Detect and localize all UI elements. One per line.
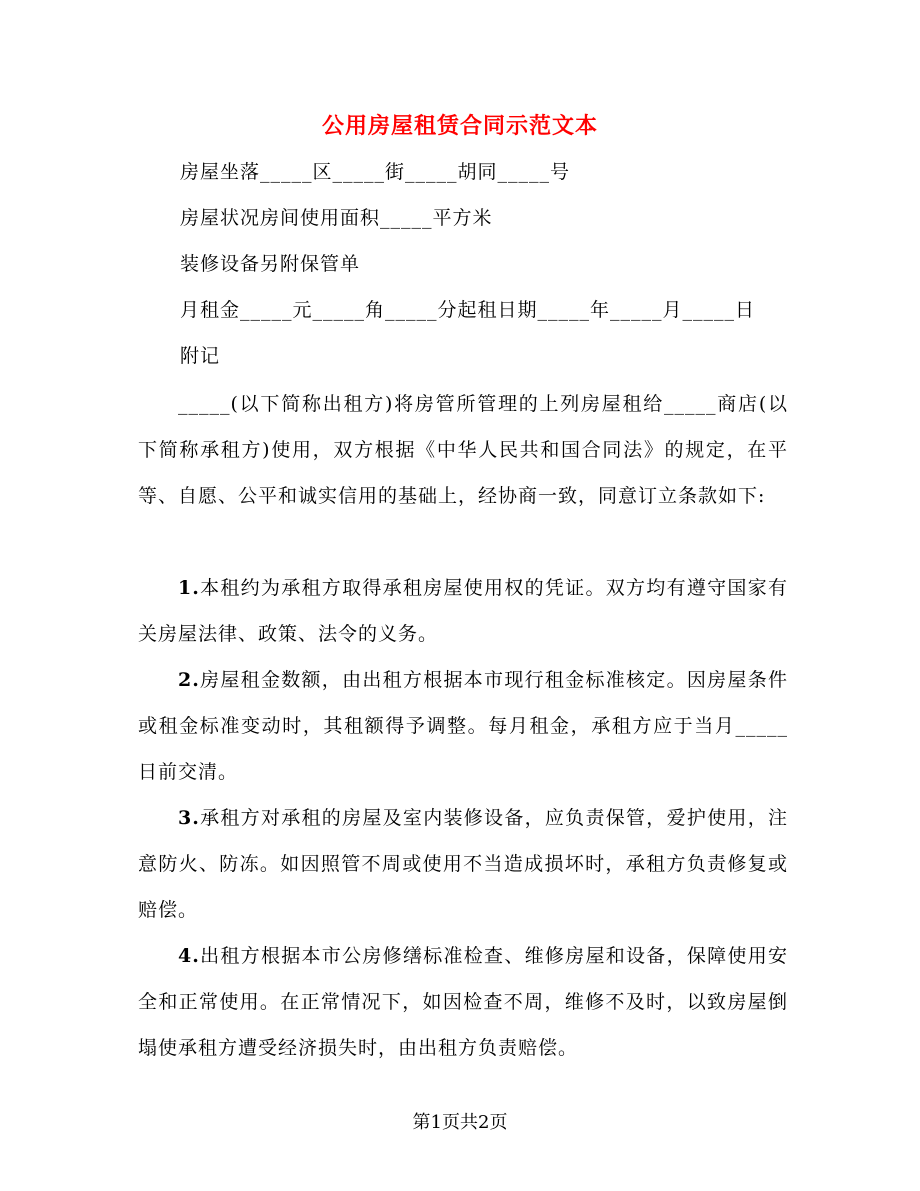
clause-number: 1. bbox=[178, 577, 200, 599]
clause-3 bbox=[138, 795, 788, 933]
document-title: 公用房屋租赁合同示范文本 bbox=[321, 113, 598, 139]
clause-2 bbox=[138, 657, 788, 795]
intro-paragraph bbox=[138, 381, 788, 519]
clause-number: 4. bbox=[178, 945, 200, 967]
intro-text: _____(以下简称出租方)将房管所管理的上列房屋租给_____商店(以下简称承租方)使用，双方根据《中华人民共和国合同法》的规定，在平等、自愿、公平和诚实信用的基础上，经协商一致，同意订立条款如下: bbox=[138, 393, 788, 507]
field-equipment: 装修设备另附保管单 bbox=[180, 253, 361, 275]
clause-text: 本租约为承租方取得承租房屋使用权的凭证。双方均有遵守国家有关房屋法律、政策、法令的义务。 bbox=[138, 577, 788, 645]
clause-number: 3. bbox=[178, 807, 200, 829]
field-condition: 房屋状况房间使用面积_____平方米 bbox=[180, 207, 493, 229]
clause-number: 2. bbox=[178, 669, 200, 691]
clause-4 bbox=[138, 933, 788, 1071]
clause-1 bbox=[138, 565, 788, 657]
field-location: 房屋坐落_____区_____街_____胡同_____号 bbox=[180, 161, 571, 183]
clause-text: 承租方对承租的房屋及室内装修设备，应负责保管，爱护使用，注意防火、防冻。如因照管不周或使用不当造成损坏时，承租方负责修复或赔偿。 bbox=[138, 807, 788, 921]
field-note: 附记 bbox=[180, 345, 221, 367]
field-rent: 月租金_____元_____角_____分起租日期_____年_____月_____日 bbox=[180, 299, 756, 321]
page-footer: 第1页共2页 bbox=[412, 1112, 508, 1133]
clause-text: 房屋租金数额，由出租方根据本市现行租金标准核定。因房屋条件或租金标准变动时，其租额得予调整。每月租金，承租方应于当月_____日前交清。 bbox=[138, 669, 788, 783]
clause-text: 出租方根据本市公房修缮标准检查、维修房屋和设备，保障使用安全和正常使用。在正常情况下，如因检查不周，维修不及时，以致房屋倒塌使承租方遭受经济损失时，由出租方负责赔偿。 bbox=[138, 945, 788, 1059]
